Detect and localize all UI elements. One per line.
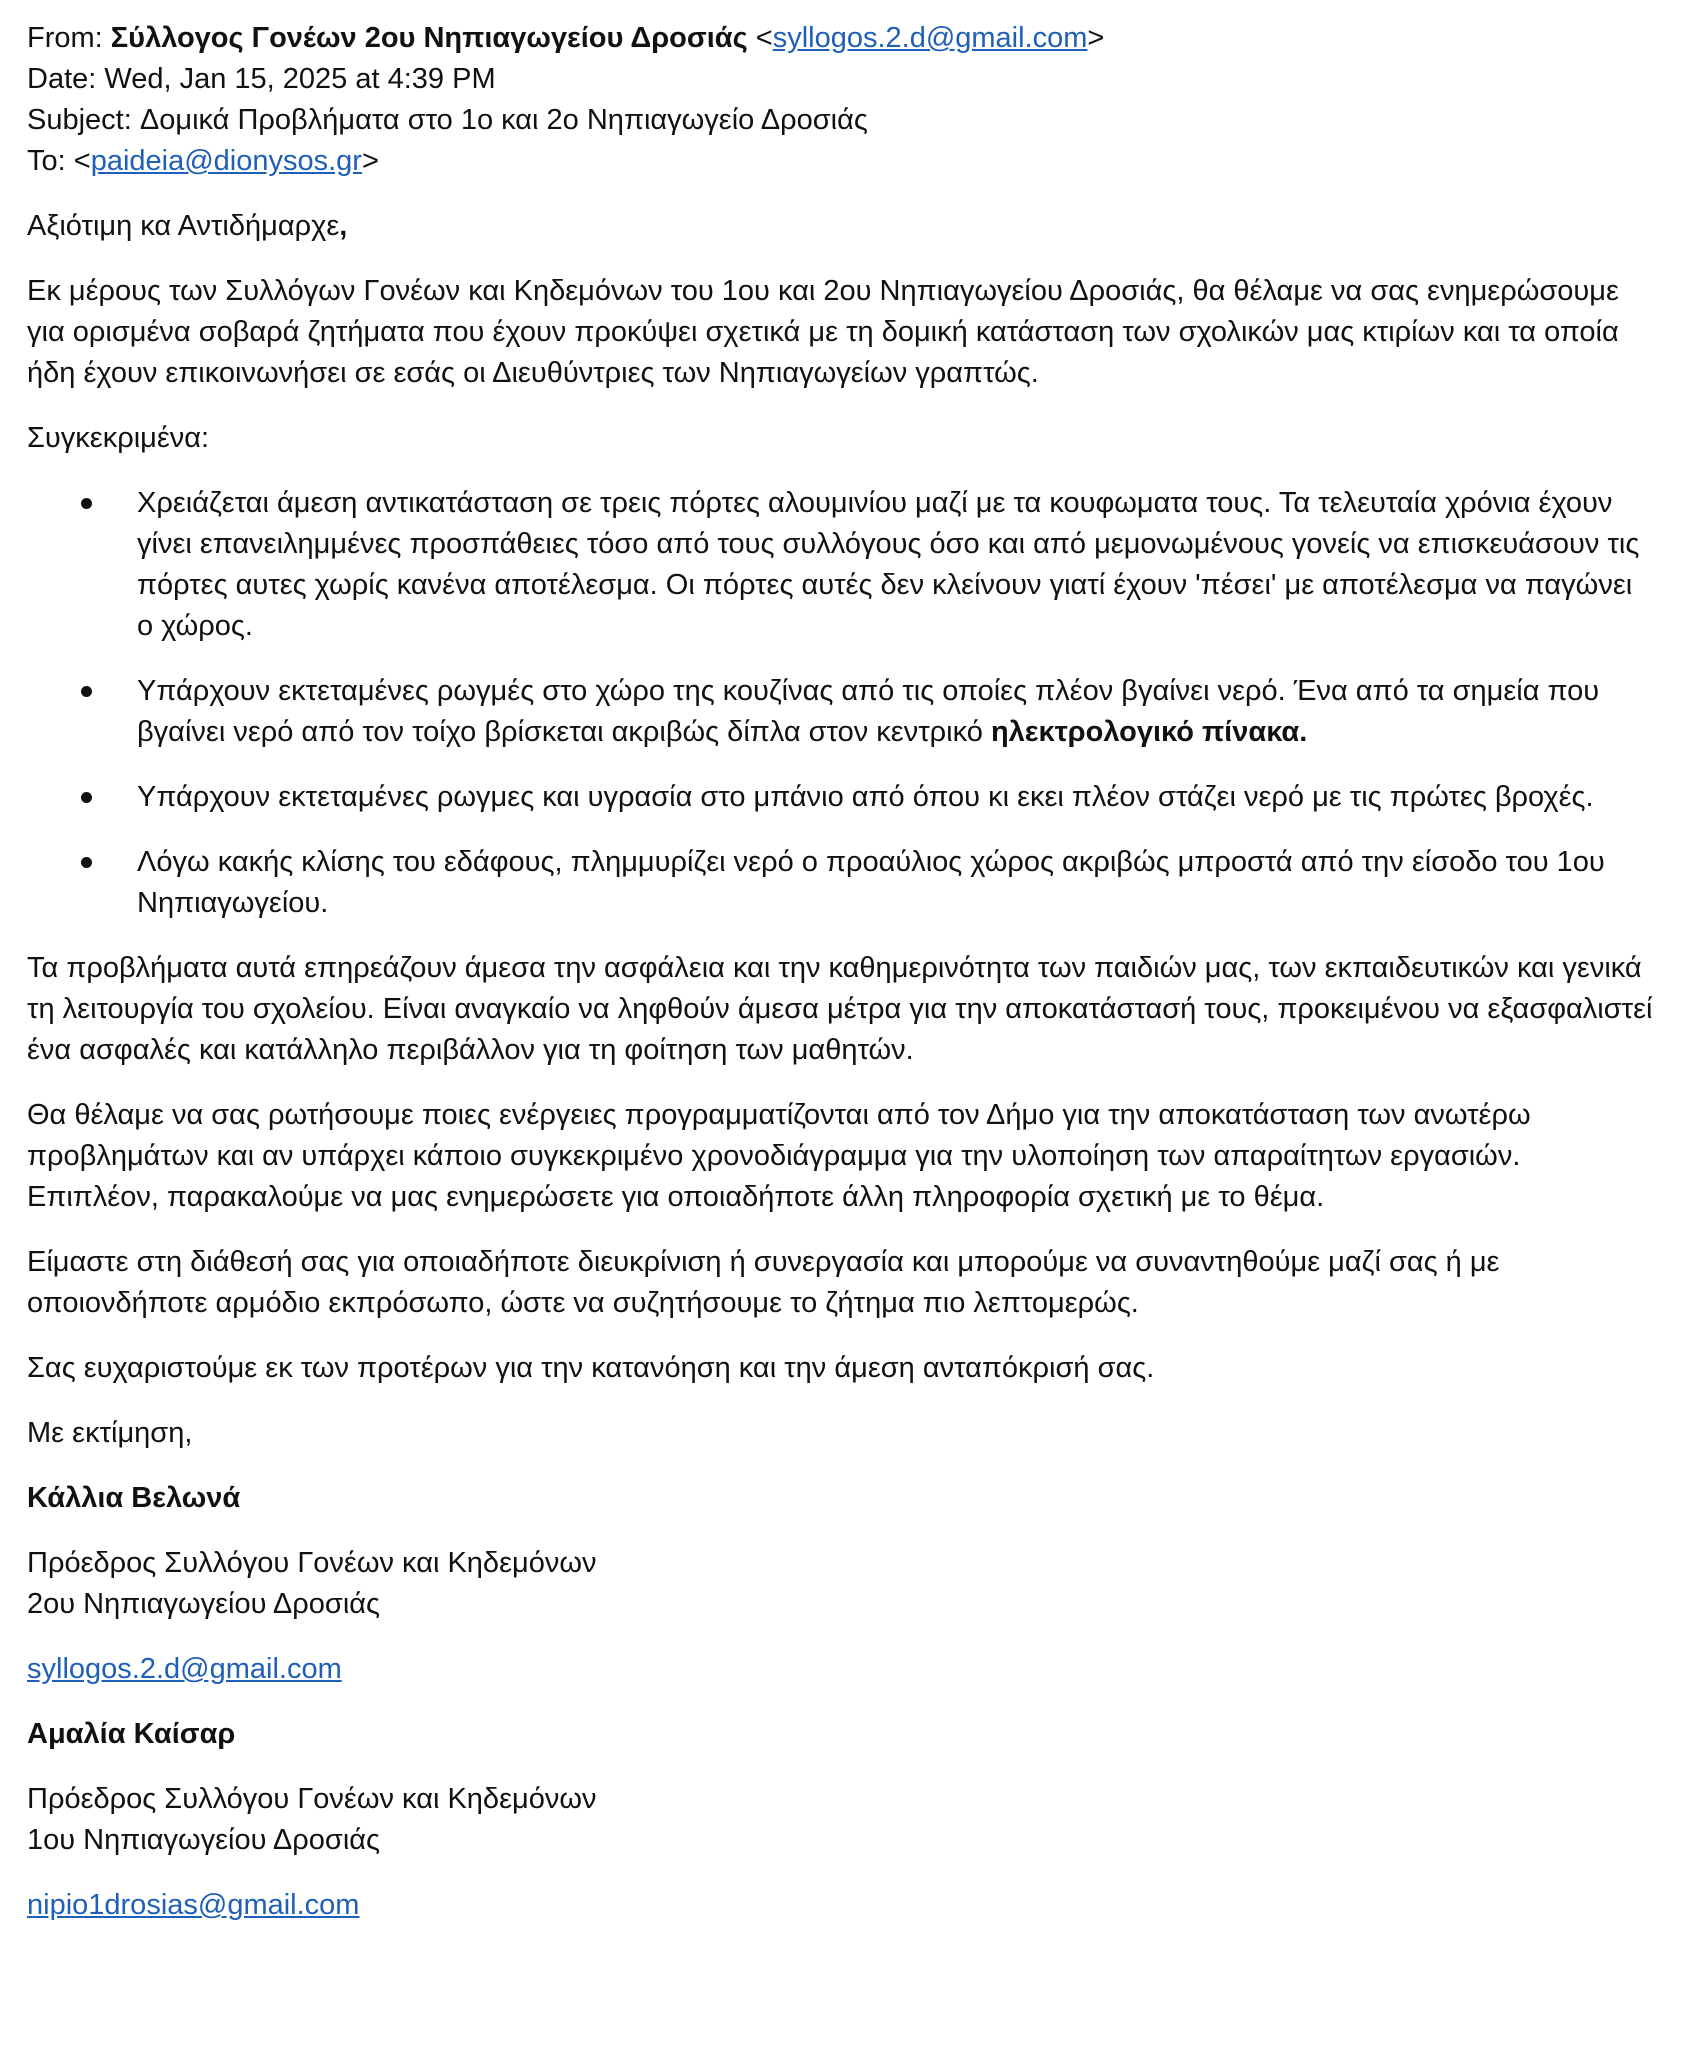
gt-bracket: > bbox=[361, 145, 379, 177]
to-label: To: bbox=[27, 145, 66, 177]
signature-role-line: Πρόεδρος Συλλόγου Γονέων και Κηδεμόνων bbox=[27, 1783, 597, 1815]
signature-role bbox=[27, 1543, 1657, 1625]
email-header bbox=[27, 18, 1657, 182]
bullet-icon bbox=[81, 857, 92, 868]
signature-block bbox=[27, 1478, 1657, 1690]
signature-name: Κάλλια Βελωνά bbox=[27, 1482, 241, 1514]
bullet-icon bbox=[81, 792, 92, 803]
signature-name: Αμαλία Καίσαρ bbox=[27, 1718, 236, 1750]
list-item-bold-text: ηλεκτρολογικό πίνακα. bbox=[990, 716, 1308, 748]
intro-paragraph: Εκ μέρους των Συλλόγων Γονέων και Κηδεμόνων του 1ου και 2ου Νηπιαγωγείου Δροσιάς, θα θέλαμε να σας ενημερώσουμε για ορισμένα σοβαρά ζητήματα που έχουν προκύψει σχετικά με τη δομική κατάσταση των σχολικών μας κτιρίων και τα οποία ήδη έχουν επικοινωνήσει σε εσάς οι Διευθύντριες των Νηπιαγωγείων γραπτώς. bbox=[27, 275, 1619, 389]
issues-list bbox=[27, 483, 1657, 924]
request-paragraph: Θα θέλαμε να σας ρωτήσουμε ποιες ενέργειες προγραμματίζονται από τον Δήμο για την αποκατάσταση των ανωτέρω προβλημάτων και αν υπάρχει κάποιο συγκεκριμένο χρονοδιάγραμμα για την υλοποίηση των απαραίτητων εργασιών. Επιπλέον, παρακαλούμε να μας ενημερώσετε για οποιαδήποτε άλλη πληροφορία σχετική με το θέμα. bbox=[27, 1099, 1531, 1213]
signature-email bbox=[27, 1885, 1657, 1926]
subject-label: Subject: bbox=[27, 104, 132, 136]
impact-paragraph: Τα προβλήματα αυτά επηρεάζουν άμεσα την ασφάλεια και την καθημερινότητα των παιδιών μας, των εκπαιδευτικών και γενικά τη λειτουργία του σχολείου. Είναι αναγκαίο να ληφθούν άμεσα μέτρα για την αποκατάστασή τους, προκειμένου να εξασφαλιστεί ένα ασφαλές και κατάλληλο περιβάλλον για τη φοίτηση των μαθητών. bbox=[27, 952, 1653, 1066]
list-item bbox=[27, 483, 1657, 647]
specifically-label: Συγκεκριμένα: bbox=[27, 422, 210, 454]
lt-bracket: < bbox=[755, 22, 773, 54]
subject-value: Δομικά Προβλήματα στο 1ο και 2ο Νηπιαγωγείο Δροσιάς bbox=[139, 104, 868, 136]
list-item bbox=[27, 671, 1657, 753]
availability-paragraph: Είμαστε στη διάθεσή σας για οποιαδήποτε διευκρίνιση ή συνεργασία και μπορούμε να συναντηθούμε μαζί σας ή με οποιονδήποτε αρμόδιο εκπρόσωπο, ώστε να συζητήσουμε το ζήτημα πιο λεπτομερώς. bbox=[27, 1246, 1500, 1319]
recipient-email-link[interactable]: paideia@dionysos.gr bbox=[90, 145, 362, 177]
date-value: Wed, Jan 15, 2025 at 4:39 PM bbox=[104, 63, 496, 95]
signature-email-link[interactable]: nipio1drosias@gmail.com bbox=[27, 1889, 360, 1921]
signature-role-line: Πρόεδρος Συλλόγου Γονέων και Κηδεμόνων bbox=[27, 1547, 597, 1579]
date-label: Date: bbox=[27, 63, 97, 95]
list-item-text: Λόγω κακής κλίσης του εδάφους, πλημμυρίζει νερό ο προαύλιος χώρος ακριβώς μπροστά από την είσοδο του 1ου Νηπιαγωγείου. bbox=[137, 846, 1605, 919]
list-item-text: Υπάρχουν εκτεταμένες ρωγμές στο χώρο της κουζίνας από τις οποίες πλέον βγαίνει νερό. Ένα από τα σημεία που βγαίνει νερό από τον τοίχο βρίσκεται ακριβώς δίπλα στον κεντρικό bbox=[137, 675, 1600, 748]
list-item-text: Χρειάζεται άμεση αντικατάσταση σε τρεις πόρτες αλουμινίου μαζί με τα κουφωματα τους. Τα τελευταία χρόνια έχουν γίνει επανειλημμένες προσπάθειες τόσο από τους συλλόγους όσο και από μεμονωμένους γονείς να επισκευάσουν τις πόρτες αυτες χωρίς κανένα αποτέλεσμα. Οι πόρτες αυτές δεν κλείνουν γιατί έχουν 'πέσει' με αποτέλεσμα να παγώνει ο χώρος. bbox=[137, 487, 1640, 642]
signature-role-line: 2ου Νηπιαγωγείου Δροσιάς bbox=[27, 1588, 380, 1620]
signature-email bbox=[27, 1649, 1657, 1690]
date-line bbox=[27, 59, 1657, 100]
bullet-icon bbox=[81, 686, 92, 697]
signature-role-line: 1ου Νηπιαγωγείου Δροσιάς bbox=[27, 1824, 380, 1856]
from-label: From: bbox=[27, 22, 103, 54]
email-document bbox=[27, 18, 1657, 1926]
from-line bbox=[27, 18, 1657, 59]
closing: Με εκτίμηση, bbox=[27, 1417, 193, 1449]
bullet-icon bbox=[81, 498, 92, 509]
list-item-text: Υπάρχουν εκτεταμένες ρωγμες και υγρασία στο μπάνιο από όπου κι εκει πλέον στάζει νερό με τις πρώτες βροχές. bbox=[137, 781, 1594, 813]
greeting-comma: , bbox=[339, 210, 348, 242]
list-item bbox=[27, 842, 1657, 924]
signature-block bbox=[27, 1714, 1657, 1926]
gt-bracket: > bbox=[1087, 22, 1105, 54]
sender-name: Σύλλογος Γονέων 2ου Νηπιαγωγείου Δροσιάς bbox=[110, 22, 748, 54]
sender-email-link[interactable]: syllogos.2.d@gmail.com bbox=[772, 22, 1088, 54]
thanks-paragraph: Σας ευχαριστούμε εκ των προτέρων για την κατανόηση και την άμεση ανταπόκρισή σας. bbox=[27, 1352, 1155, 1384]
greeting-text: Αξιότιμη κα Αντιδήμαρχε bbox=[27, 210, 340, 242]
subject-line bbox=[27, 100, 1657, 141]
signature-role bbox=[27, 1779, 1657, 1861]
list-item bbox=[27, 777, 1657, 818]
greeting bbox=[27, 206, 1657, 247]
to-line bbox=[27, 141, 1657, 182]
signature-email-link[interactable]: syllogos.2.d@gmail.com bbox=[27, 1653, 342, 1685]
lt-bracket: < bbox=[73, 145, 91, 177]
